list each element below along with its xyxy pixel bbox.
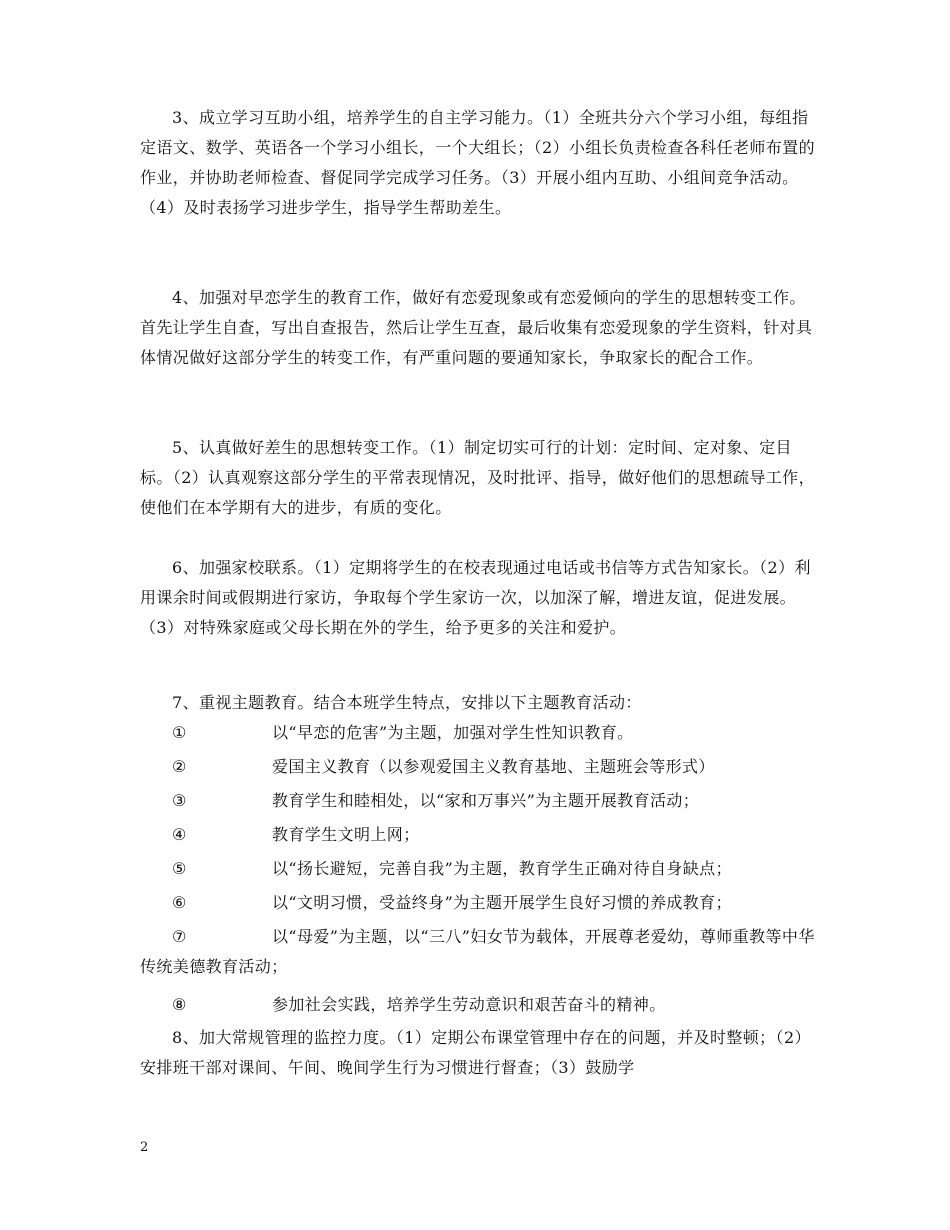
list-item-number: ③ bbox=[172, 791, 187, 810]
list-item-text: 以“扬长避短，完善自我”为主题，教育学生正确对待自身缺点； bbox=[272, 859, 732, 878]
list-item-text: 以“早恋的危害”为主题，加强对学生性知识教育。 bbox=[272, 723, 634, 742]
list-item-text: 以“母爱”为主题，以“三八”妇女节为载体，开展尊老爱幼，尊师重教等中华传统美德教育活动； bbox=[140, 927, 815, 976]
list-item bbox=[140, 922, 820, 982]
list-item bbox=[140, 820, 820, 850]
list-item-number: ② bbox=[172, 757, 187, 776]
paragraph-3: 3、成立学习互助小组，培养学生的自主学习能力。（1）全班共分六个学习小组，每组指定语文、数学、英语各一个学习小组长，一个大组长；（2）小组长负责检查各科任老师布置的作业，并协助老师检查、督促同学完成学习任务。（3）开展小组内互助、小组间竞争活动。（4）及时表扬学习进步学生，指导学生帮助差生。 bbox=[140, 108, 815, 217]
paragraph-5: 5、认真做好差生的思想转变工作。（1）制定切实可行的计划：定时间、定对象、定目标。（2）认真观察这部分学生的平常表现情况，及时批评、指导，做好他们的思想疏导工作，使他们在本学期有大的进步，有质的变化。 bbox=[140, 438, 815, 517]
list-item bbox=[140, 854, 820, 884]
list-item bbox=[140, 786, 820, 816]
list-item-number: ① bbox=[172, 723, 187, 742]
list-item-text: 参加社会实践，培养学生劳动意识和艰苦奋斗的精神。 bbox=[272, 995, 666, 1014]
paragraph-6: 6、加强家校联系。（1）定期将学生的在校表现通过电话或书信等方式告知家长。（2）利用课余时间或假期进行家访，争取每个学生家访一次，以加深了解，增进友谊，促进发展。（3）对特殊家庭或父母长期在外的学生，给予更多的关注和爱护。 bbox=[140, 558, 811, 637]
page-number: 2 bbox=[140, 1140, 149, 1155]
list-item-number: ⑧ bbox=[172, 995, 187, 1014]
list-item-text: 爱国主义教育（以参观爱国主义教育基地、主题班会等形式） bbox=[272, 757, 715, 776]
paragraph-7: 7、重视主题教育。结合本班学生特点，安排以下主题教育活动： bbox=[172, 693, 642, 712]
list-item bbox=[140, 752, 820, 782]
list-item-text: 教育学生和睦相处，以“家和万事兴”为主题开展教育活动； bbox=[272, 791, 700, 810]
list-item bbox=[140, 888, 820, 918]
list-item-number: ⑤ bbox=[172, 859, 187, 878]
list-item-number: ⑥ bbox=[172, 893, 187, 912]
list-item-number: ⑦ bbox=[172, 927, 187, 946]
list-item bbox=[140, 718, 820, 748]
list-item-text: 教育学生文明上网； bbox=[272, 825, 420, 844]
list-item-text: 以“文明习惯，受益终身”为主题开展学生良好习惯的养成教育； bbox=[272, 893, 732, 912]
paragraph-4: 4、加强对早恋学生的教育工作，做好有恋爱现象或有恋爱倾向的学生的思想转变工作。首先让学生自查，写出自查报告，然后让学生互查，最后收集有恋爱现象的学生资料，针对具体情况做好这部分学生的转变工作，有严重问题的要通知家长，争取家长的配合工作。 bbox=[140, 288, 813, 367]
list-item-number: ④ bbox=[172, 825, 187, 844]
list-item bbox=[140, 990, 820, 1020]
paragraph-8: 8、加大常规管理的监控力度。（1）定期公布课堂管理中存在的问题，并及时整顿；（2）安排班干部对课间、午间、晚间学生行为习惯进行督查；（3）鼓励学 bbox=[140, 1028, 811, 1077]
